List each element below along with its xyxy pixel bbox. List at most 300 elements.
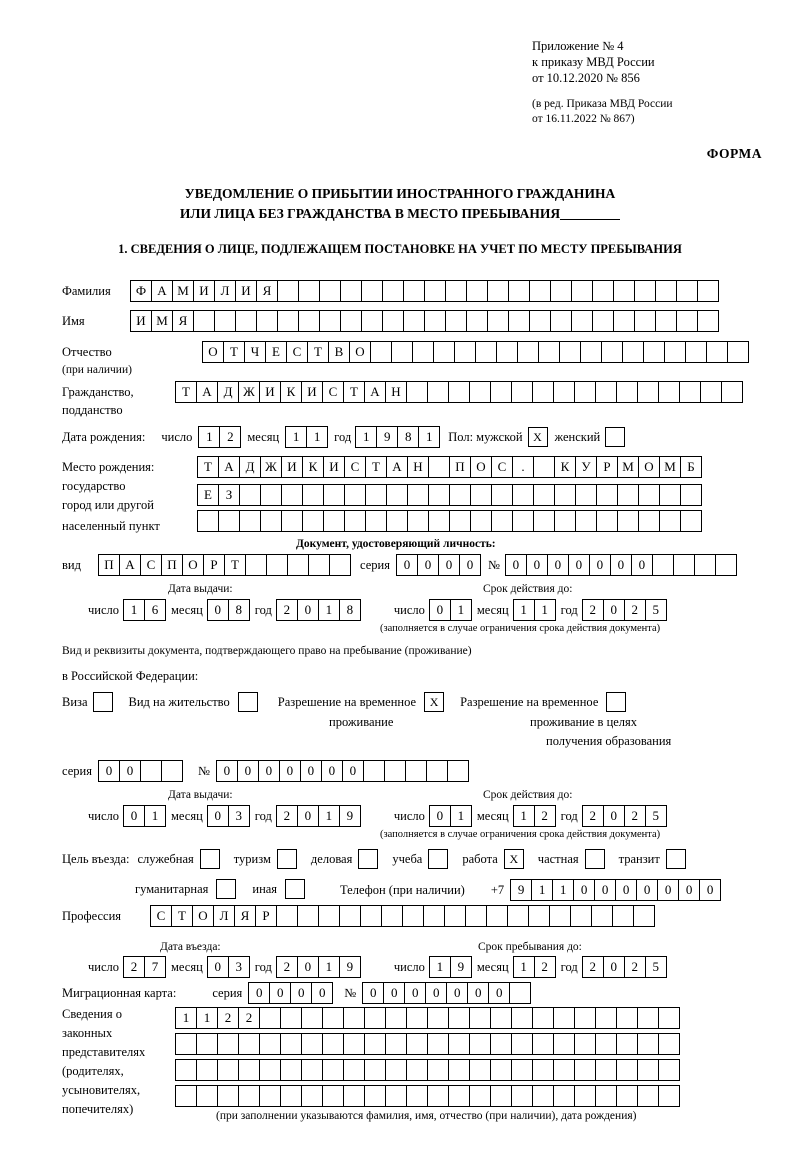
char-cell[interactable] [161,760,183,782]
char-cell[interactable] [448,1033,470,1055]
char-cell[interactable] [454,341,476,363]
char-cell[interactable] [549,905,571,927]
permit-issue-year-input[interactable] [276,805,360,827]
char-cell[interactable] [381,905,403,927]
char-cell[interactable]: 0 [603,599,625,621]
char-cell[interactable] [508,280,530,302]
char-cell[interactable] [423,905,445,927]
char-cell[interactable] [449,484,471,506]
char-cell[interactable] [727,341,749,363]
representatives-input-line-4[interactable] [175,1085,679,1107]
char-cell[interactable]: 1 [355,426,377,448]
purpose-option-checkbox[interactable] [358,849,378,869]
char-cell[interactable] [406,381,428,403]
char-cell[interactable] [301,1007,323,1029]
char-cell[interactable]: 0 [300,760,322,782]
birthplace-input-line-3[interactable] [197,510,701,532]
char-cell[interactable]: С [140,554,162,576]
char-cell[interactable] [509,982,531,1004]
char-cell[interactable] [364,1059,386,1081]
char-cell[interactable] [445,280,467,302]
char-cell[interactable]: 0 [216,760,238,782]
char-cell[interactable] [385,1007,407,1029]
char-cell[interactable]: 1 [318,956,340,978]
char-cell[interactable]: 2 [582,599,604,621]
char-cell[interactable] [580,341,602,363]
char-cell[interactable] [260,484,282,506]
char-cell[interactable] [574,1085,596,1107]
char-cell[interactable] [323,484,345,506]
representatives-input-line-3[interactable] [175,1059,679,1081]
char-cell[interactable] [680,484,702,506]
char-cell[interactable] [403,280,425,302]
char-cell[interactable] [406,1059,428,1081]
permit-series-input[interactable] [98,760,182,782]
char-cell[interactable]: С [344,456,366,478]
char-cell[interactable] [322,1033,344,1055]
char-cell[interactable] [363,760,385,782]
sex-female-checkbox[interactable] [605,427,625,447]
char-cell[interactable]: М [151,310,173,332]
birthplace-input-line-1[interactable] [197,456,701,478]
char-cell[interactable]: А [151,280,173,302]
identity-issue-year-input[interactable] [276,599,360,621]
char-cell[interactable]: Е [265,341,287,363]
temporary-residence-checkbox[interactable]: X [424,692,444,712]
char-cell[interactable] [407,510,429,532]
char-cell[interactable]: Ч [244,341,266,363]
char-cell[interactable]: 1 [175,1007,197,1029]
char-cell[interactable]: 0 [417,554,439,576]
char-cell[interactable]: 0 [396,554,418,576]
char-cell[interactable] [532,1059,554,1081]
char-cell[interactable] [554,484,576,506]
entry-year-input[interactable] [276,956,360,978]
char-cell[interactable]: 5 [645,956,667,978]
char-cell[interactable] [197,510,219,532]
char-cell[interactable] [715,554,737,576]
char-cell[interactable] [385,1085,407,1107]
char-cell[interactable]: 8 [397,426,419,448]
purpose-option-checkbox[interactable] [200,849,220,869]
identity-kind-input[interactable] [98,554,350,576]
char-cell[interactable]: 2 [624,599,646,621]
char-cell[interactable]: А [364,381,386,403]
char-cell[interactable]: Т [175,381,197,403]
char-cell[interactable] [259,1007,281,1029]
char-cell[interactable] [365,510,387,532]
char-cell[interactable] [487,310,509,332]
char-cell[interactable]: 1 [318,805,340,827]
stay-year-input[interactable] [582,956,666,978]
char-cell[interactable] [616,381,638,403]
char-cell[interactable] [276,905,298,927]
char-cell[interactable] [402,905,424,927]
char-cell[interactable] [637,1033,659,1055]
phone-input[interactable] [510,879,720,901]
char-cell[interactable] [512,510,534,532]
char-cell[interactable] [637,381,659,403]
char-cell[interactable]: 0 [594,879,616,901]
permit-issue-day-input[interactable] [123,805,165,827]
char-cell[interactable] [277,280,299,302]
char-cell[interactable]: 0 [98,760,120,782]
char-cell[interactable]: И [281,456,303,478]
char-cell[interactable]: 1 [552,879,574,901]
char-cell[interactable]: 0 [589,554,611,576]
char-cell[interactable] [196,1085,218,1107]
entry-day-input[interactable] [123,956,165,978]
char-cell[interactable] [386,484,408,506]
char-cell[interactable] [475,341,497,363]
char-cell[interactable]: К [302,456,324,478]
char-cell[interactable]: 0 [311,982,333,1004]
permit-number-input[interactable] [216,760,468,782]
char-cell[interactable] [214,310,236,332]
char-cell[interactable] [532,381,554,403]
char-cell[interactable] [428,456,450,478]
char-cell[interactable] [412,341,434,363]
char-cell[interactable] [617,510,639,532]
char-cell[interactable] [406,1085,428,1107]
char-cell[interactable] [444,905,466,927]
char-cell[interactable] [301,1033,323,1055]
purpose-option-checkbox[interactable] [585,849,605,869]
char-cell[interactable]: С [491,456,513,478]
char-cell[interactable]: Ж [260,456,282,478]
char-cell[interactable] [697,310,719,332]
birth-year-input[interactable] [355,426,439,448]
char-cell[interactable] [318,905,340,927]
char-cell[interactable] [511,1085,533,1107]
char-cell[interactable] [280,1085,302,1107]
char-cell[interactable] [259,1059,281,1081]
char-cell[interactable]: Т [171,905,193,927]
char-cell[interactable] [490,1007,512,1029]
char-cell[interactable]: О [470,456,492,478]
char-cell[interactable]: С [286,341,308,363]
char-cell[interactable]: 0 [237,760,259,782]
char-cell[interactable] [448,1085,470,1107]
representatives-input-line-1[interactable] [175,1007,679,1029]
profession-input[interactable] [150,905,654,927]
char-cell[interactable] [694,554,716,576]
char-cell[interactable] [424,310,446,332]
char-cell[interactable]: Я [256,280,278,302]
char-cell[interactable] [511,1059,533,1081]
char-cell[interactable] [298,280,320,302]
char-cell[interactable]: Т [197,456,219,478]
patronymic-input[interactable] [202,341,748,363]
char-cell[interactable] [595,381,617,403]
char-cell[interactable] [445,310,467,332]
char-cell[interactable] [533,510,555,532]
char-cell[interactable] [486,905,508,927]
char-cell[interactable] [673,554,695,576]
entry-month-input[interactable] [207,956,249,978]
migration-series-input[interactable] [248,982,332,1004]
char-cell[interactable] [592,280,614,302]
char-cell[interactable]: 0 [631,554,653,576]
char-cell[interactable]: Я [234,905,256,927]
char-cell[interactable] [217,1085,239,1107]
char-cell[interactable]: Р [203,554,225,576]
citizenship-input[interactable] [175,381,742,403]
char-cell[interactable] [697,280,719,302]
char-cell[interactable]: В [328,341,350,363]
char-cell[interactable] [685,341,707,363]
char-cell[interactable] [427,1033,449,1055]
char-cell[interactable] [616,1059,638,1081]
identity-issue-month-input[interactable] [207,599,249,621]
char-cell[interactable] [571,310,593,332]
char-cell[interactable]: 0 [404,982,426,1004]
char-cell[interactable] [591,905,613,927]
char-cell[interactable]: 1 [513,599,535,621]
identity-issue-day-input[interactable] [123,599,165,621]
char-cell[interactable] [259,1085,281,1107]
purpose-option-checkbox[interactable] [277,849,297,869]
education-residence-checkbox[interactable] [606,692,626,712]
char-cell[interactable] [256,310,278,332]
char-cell[interactable]: 0 [248,982,270,1004]
char-cell[interactable] [301,1059,323,1081]
char-cell[interactable]: И [259,381,281,403]
char-cell[interactable] [616,1007,638,1029]
char-cell[interactable]: Е [197,484,219,506]
identity-valid-year-input[interactable] [582,599,666,621]
char-cell[interactable]: Ф [130,280,152,302]
char-cell[interactable] [448,1007,470,1029]
char-cell[interactable]: Т [343,381,365,403]
stay-month-input[interactable] [513,956,555,978]
char-cell[interactable]: 1 [144,805,166,827]
char-cell[interactable]: 0 [603,805,625,827]
char-cell[interactable] [469,1007,491,1029]
char-cell[interactable]: 7 [144,956,166,978]
char-cell[interactable]: И [323,456,345,478]
char-cell[interactable] [634,310,656,332]
representatives-input-line-2[interactable] [175,1033,679,1055]
char-cell[interactable] [658,1007,680,1029]
char-cell[interactable] [559,341,581,363]
char-cell[interactable]: 0 [568,554,590,576]
char-cell[interactable]: 2 [582,805,604,827]
char-cell[interactable]: 0 [383,982,405,1004]
char-cell[interactable] [511,381,533,403]
char-cell[interactable]: Р [596,456,618,478]
char-cell[interactable] [652,554,674,576]
char-cell[interactable] [297,905,319,927]
char-cell[interactable] [235,310,257,332]
char-cell[interactable] [281,484,303,506]
char-cell[interactable]: 1 [513,956,535,978]
char-cell[interactable]: 0 [258,760,280,782]
char-cell[interactable] [616,1085,638,1107]
char-cell[interactable]: 0 [467,982,489,1004]
purpose-option-checkbox[interactable] [666,849,686,869]
identity-number-input[interactable] [505,554,736,576]
char-cell[interactable]: 2 [123,956,145,978]
char-cell[interactable]: И [130,310,152,332]
char-cell[interactable] [469,1085,491,1107]
char-cell[interactable] [553,1085,575,1107]
char-cell[interactable] [428,484,450,506]
purpose-option-checkbox[interactable] [428,849,448,869]
char-cell[interactable]: 0 [438,554,460,576]
char-cell[interactable]: Т [223,341,245,363]
char-cell[interactable] [617,484,639,506]
char-cell[interactable] [343,1033,365,1055]
char-cell[interactable]: 0 [573,879,595,901]
char-cell[interactable] [634,280,656,302]
char-cell[interactable] [659,510,681,532]
char-cell[interactable] [491,484,513,506]
char-cell[interactable] [391,341,413,363]
char-cell[interactable] [196,1033,218,1055]
char-cell[interactable]: 0 [342,760,364,782]
char-cell[interactable] [553,1007,575,1029]
char-cell[interactable]: Н [407,456,429,478]
char-cell[interactable] [655,310,677,332]
char-cell[interactable]: 5 [645,599,667,621]
char-cell[interactable] [637,1085,659,1107]
char-cell[interactable] [679,381,701,403]
char-cell[interactable]: А [196,381,218,403]
char-cell[interactable]: М [172,280,194,302]
char-cell[interactable]: Б [680,456,702,478]
birthplace-input-line-2[interactable] [197,484,701,506]
char-cell[interactable]: 3 [228,805,250,827]
char-cell[interactable] [364,1085,386,1107]
char-cell[interactable] [700,381,722,403]
char-cell[interactable]: 0 [488,982,510,1004]
char-cell[interactable] [217,1033,239,1055]
char-cell[interactable] [517,341,539,363]
char-cell[interactable]: А [119,554,141,576]
char-cell[interactable]: К [554,456,576,478]
char-cell[interactable] [490,381,512,403]
char-cell[interactable] [361,280,383,302]
birth-day-input[interactable] [198,426,240,448]
char-cell[interactable] [385,1059,407,1081]
char-cell[interactable] [466,280,488,302]
char-cell[interactable] [428,510,450,532]
char-cell[interactable] [511,1033,533,1055]
char-cell[interactable] [277,310,299,332]
char-cell[interactable] [322,1085,344,1107]
char-cell[interactable] [280,1059,302,1081]
char-cell[interactable] [280,1033,302,1055]
char-cell[interactable]: Я [172,310,194,332]
char-cell[interactable]: Л [213,905,235,927]
char-cell[interactable] [344,484,366,506]
char-cell[interactable] [426,760,448,782]
char-cell[interactable]: 0 [678,879,700,901]
char-cell[interactable] [427,1059,449,1081]
permit-valid-month-input[interactable] [513,805,555,827]
char-cell[interactable] [364,1033,386,1055]
char-cell[interactable]: Л [214,280,236,302]
char-cell[interactable]: 0 [123,805,145,827]
char-cell[interactable] [571,280,593,302]
char-cell[interactable]: 8 [228,599,250,621]
char-cell[interactable] [574,1007,596,1029]
char-cell[interactable]: 1 [450,805,472,827]
char-cell[interactable]: 0 [446,982,468,1004]
char-cell[interactable] [323,510,345,532]
char-cell[interactable]: 0 [321,760,343,782]
purpose-option-checkbox[interactable] [216,879,236,899]
char-cell[interactable]: 2 [624,805,646,827]
birth-month-input[interactable] [285,426,327,448]
char-cell[interactable]: 2 [238,1007,260,1029]
char-cell[interactable] [553,1033,575,1055]
char-cell[interactable]: А [386,456,408,478]
char-cell[interactable]: Д [239,456,261,478]
char-cell[interactable] [238,1085,260,1107]
permit-valid-year-input[interactable] [582,805,666,827]
char-cell[interactable]: 1 [534,599,556,621]
char-cell[interactable] [217,1059,239,1081]
char-cell[interactable]: 0 [297,805,319,827]
char-cell[interactable]: 3 [228,956,250,978]
char-cell[interactable]: Т [365,456,387,478]
char-cell[interactable]: 0 [699,879,721,901]
char-cell[interactable]: 0 [636,879,658,901]
char-cell[interactable] [175,1033,197,1055]
char-cell[interactable] [655,280,677,302]
char-cell[interactable] [239,510,261,532]
char-cell[interactable]: 1 [198,426,220,448]
surname-input[interactable] [130,280,718,302]
char-cell[interactable]: 8 [339,599,361,621]
identity-series-input[interactable] [396,554,480,576]
char-cell[interactable] [470,510,492,532]
char-cell[interactable] [361,310,383,332]
char-cell[interactable] [384,760,406,782]
char-cell[interactable] [364,1007,386,1029]
char-cell[interactable] [469,1059,491,1081]
char-cell[interactable]: О [202,341,224,363]
char-cell[interactable] [595,1007,617,1029]
char-cell[interactable] [448,1059,470,1081]
char-cell[interactable]: 1 [196,1007,218,1029]
char-cell[interactable]: 2 [276,599,298,621]
char-cell[interactable]: 2 [217,1007,239,1029]
char-cell[interactable] [528,905,550,927]
char-cell[interactable] [175,1059,197,1081]
identity-valid-month-input[interactable] [513,599,555,621]
char-cell[interactable] [308,554,330,576]
char-cell[interactable] [550,280,572,302]
char-cell[interactable] [339,905,361,927]
char-cell[interactable] [382,280,404,302]
char-cell[interactable] [469,1033,491,1055]
char-cell[interactable]: 0 [207,956,229,978]
char-cell[interactable] [638,484,660,506]
char-cell[interactable]: 0 [615,879,637,901]
char-cell[interactable] [281,510,303,532]
char-cell[interactable] [496,341,518,363]
char-cell[interactable]: 9 [339,805,361,827]
char-cell[interactable] [511,1007,533,1029]
char-cell[interactable]: П [98,554,120,576]
char-cell[interactable]: 0 [610,554,632,576]
char-cell[interactable]: Н [385,381,407,403]
char-cell[interactable] [658,1033,680,1055]
char-cell[interactable]: 0 [505,554,527,576]
